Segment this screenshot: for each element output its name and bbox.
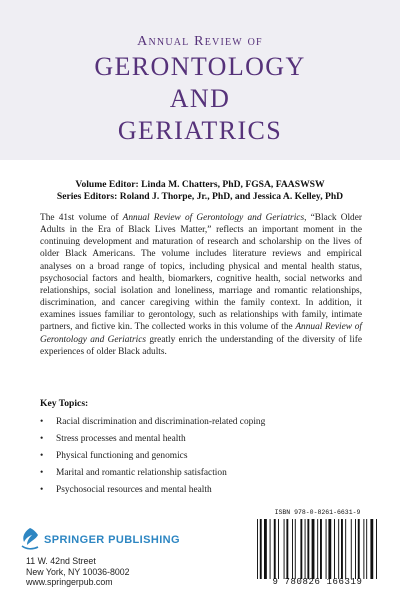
springer-logo-icon [18, 526, 42, 552]
bullet-icon: • [40, 434, 44, 444]
bullet-icon: • [40, 451, 44, 461]
bullet-icon: • [40, 417, 44, 427]
series-title: Annual Review of [137, 34, 263, 49]
barcode-digits: 9 780826 166319 [272, 577, 363, 587]
editors-block [0, 179, 400, 203]
bullet-icon: • [40, 468, 44, 478]
list-item [40, 484, 360, 501]
list-item [40, 467, 360, 484]
topic-text: Psychosocial resources and mental health [56, 485, 212, 495]
list-item [40, 450, 360, 467]
description-paragraph [40, 212, 362, 358]
description-text-2: , “Black Older Adults in the Era of Black Lives Matter,” reflects an important moment in the continuing development and maturation of research and scholarship on the lives of older Black Americans. The volume includes literature reviews and empirical analyses on a broad range of topics, including physical and mental health status, psychosocial factors and health, biomarkers, cognitive health, social networks and relationships, social isolation and loneliness, marriage and romantic relationships, discrimination, and cancer caregiving within the family context. In addition, it examines issues familiar to gerontology, such as relationships with family, intimate partners, and fictive kin. The collected works in this volume of the [40, 213, 362, 333]
bullet-icon: • [40, 485, 44, 495]
topic-text: Marital and romantic relationship satisfaction [56, 468, 227, 478]
title-band [0, 0, 400, 160]
key-topics-list [40, 416, 360, 501]
description-italic-title-2: Annual Review of Gerontology and Geriatrics [40, 322, 362, 345]
description-text-3: greatly enrich the understanding of the diversity of life experiences of older Black adults. [40, 334, 363, 357]
key-topics-heading: Key Topics: [40, 398, 89, 409]
series-editors-names: Roland J. Thorpe, Jr., PhD, and Jessica A. Kelley, PhD [119, 191, 344, 202]
topic-text: Racial discrimination and discrimination-related coping [56, 417, 266, 427]
title-line-1: GERONTOLOGY [94, 52, 306, 81]
description-text-1: The 41st volume of [40, 213, 123, 223]
list-item [40, 416, 360, 433]
barcode-block [255, 509, 380, 589]
volume-editor-name: Linda M. Chatters, PhD, FGSA, FAASWSW [141, 179, 325, 190]
publisher-address [26, 556, 130, 588]
volume-editor-label: Volume Editor: [75, 179, 139, 190]
volume-editor-row [0, 179, 400, 191]
publisher-block [18, 526, 208, 596]
title-line-2: AND [169, 84, 231, 113]
address-city: New York, NY 10036-8002 [26, 566, 130, 577]
address-street: 11 W. 42nd Street [26, 556, 96, 566]
title-line-3: GERIATRICS [117, 116, 283, 145]
series-editors-row [0, 191, 400, 203]
barcode-icon [257, 519, 378, 579]
publisher-website: www.springerpub.com [26, 577, 113, 587]
topic-text: Physical functioning and genomics [56, 451, 188, 461]
description-italic-title-1: Annual Review of Gerontology and Geriatrics [122, 213, 305, 223]
series-editors-label: Series Editors: [56, 191, 118, 202]
list-item [40, 433, 360, 450]
isbn-text: ISBN 978-0-8261-6631-9 [274, 509, 361, 516]
publisher-name: SPRINGER PUBLISHING [44, 534, 180, 546]
topic-text: Stress processes and mental health [56, 434, 186, 444]
